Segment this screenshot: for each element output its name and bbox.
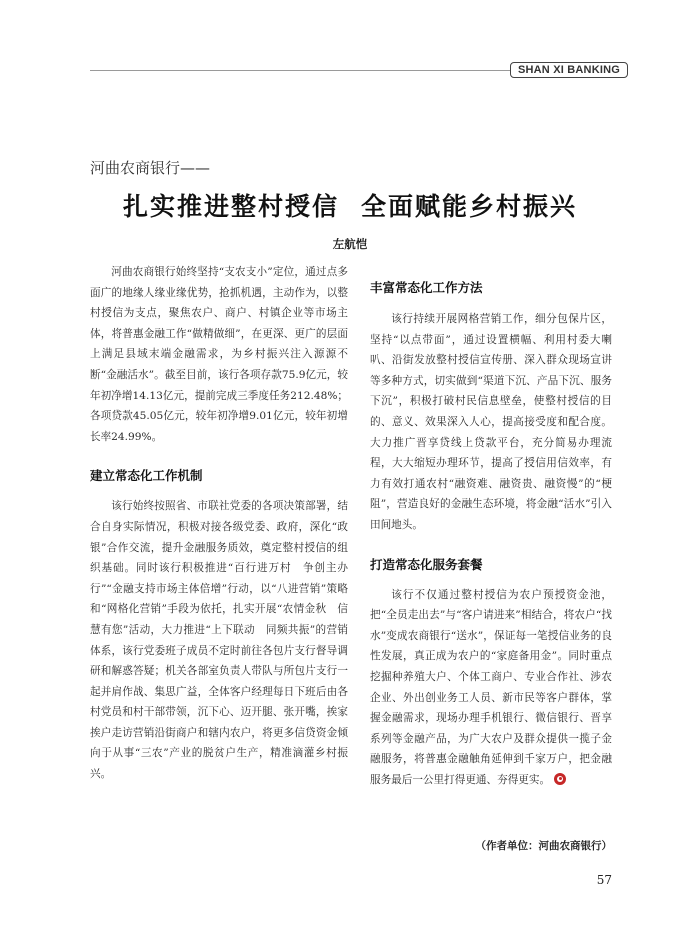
section-heading: 建立常态化工作机制 xyxy=(90,468,203,484)
intro-paragraph: 河曲农商银行始终坚持“支农支小”定位，通过点多面广的地缘人缘业缘优势，抢抓机遇，主动作为，以整村授信为支点，聚焦农户、商户、村镇企业等市场主体，将普惠金融工作“做精做细”，在更深、更广的层面上满足县域末端金融需求，为乡村振兴注入源源不断“金融活水”。截至目前，该行各项存款75.9亿元，较年初净增14.13亿元，提前完成三季度任务212.48%；各项贷款45.05亿元，较年初净增9.01亿元，较年初增长率24.99%。 xyxy=(90,266,348,443)
title-part-1: 扎实推进整村授信 xyxy=(122,192,339,221)
section-heading: 打造常态化服务套餐 xyxy=(370,556,483,572)
section-body xyxy=(370,585,612,791)
page-number: 57 xyxy=(596,873,612,887)
title-part-2: 全面赋能乡村振兴 xyxy=(361,192,578,221)
article-title xyxy=(0,187,700,223)
section-body: 该行持续开展网格营销工作，细分包保片区，坚持“以点带面”，通过设置横幅、利用村委大喇叭、沿街发放整村授信宣传册、深入群众现场宣讲等多种方式，切实做到“渠道下沉、产品下沉、服务下沉”，积极打破村民信息壁垒，使整村授信的目的、意义、效果深入人心，提高接受度和配合度。大力推广晋享贷线上贷款平台，充分简易办理流程，大大缩短办理环节，提高了授信用信效率，有力有效打通农村“融资难、融资贵、融资慢”的“梗阻”，营造良好的金融生态环境，将金融“活水”引入田间地头。 xyxy=(370,313,612,531)
column-title: 河曲农商银行—— xyxy=(90,159,211,177)
section-heading: 丰富常态化工作方法 xyxy=(370,280,483,295)
section-body-text: 该行不仅通过整村授信为农户预授资金池，把“全员走出去”与“客户请进来”相结合，将农户“找水”变成农商银行“送水”，保证每一笔授信业务的良性发展，真正成为农户的“家庭备用金”。同时重点挖掘种养殖大户、个体工商户、专业合作社、涉农企业、外出创业务工人员、新市民等客户群体，掌握金融需求，现场办理手机银行、微信银行、晋享系列等金融产品，为广大农户及群众提供一揽子金融服务，将普惠金融触角延伸到千家万户，把金融服务最后一公里打得更通、夯得更实。 xyxy=(370,588,612,786)
author-affiliation: （作者单位：河曲农商银行） xyxy=(475,840,612,852)
journal-section-tag: SHAN XI BANKING xyxy=(510,62,628,78)
section-body: 该行始终按照省、市联社党委的各项决策部署，结合自身实际情况，积极对接各级党委、政府，深化“政银”合作交流，提升金融服务质效，奠定整村授信的组织基础。同时该行积极推进“百行进万村 争创主办行”“金融支持市场主体倍增”行动，以“八进营销”策略和“网格化营销”手段为依托，扎实开展“农情金秋 信慧有您”活动，大力推进“上下联动 同频共振”的营销体系，该行党委班子成员不定时前往各包片支行督导调研和解惑答疑；机关各部室负责人带队与所包片支行一起并肩作战、集思广益，全体客户经理每日下班后由各村党员和村干部带领，沉下心、迈开腿、张开嘴，挨家挨户走访营销沿街商户和辖内农户，将更多信贷资金倾向于从事“三农”产业的脱贫户生产，精准滴灌乡村振兴。 xyxy=(90,500,348,781)
author: 左航恺 xyxy=(332,237,368,251)
bank-logo-icon xyxy=(554,773,566,785)
header-rule xyxy=(90,70,510,71)
left-column xyxy=(90,262,348,785)
right-column xyxy=(370,262,612,790)
